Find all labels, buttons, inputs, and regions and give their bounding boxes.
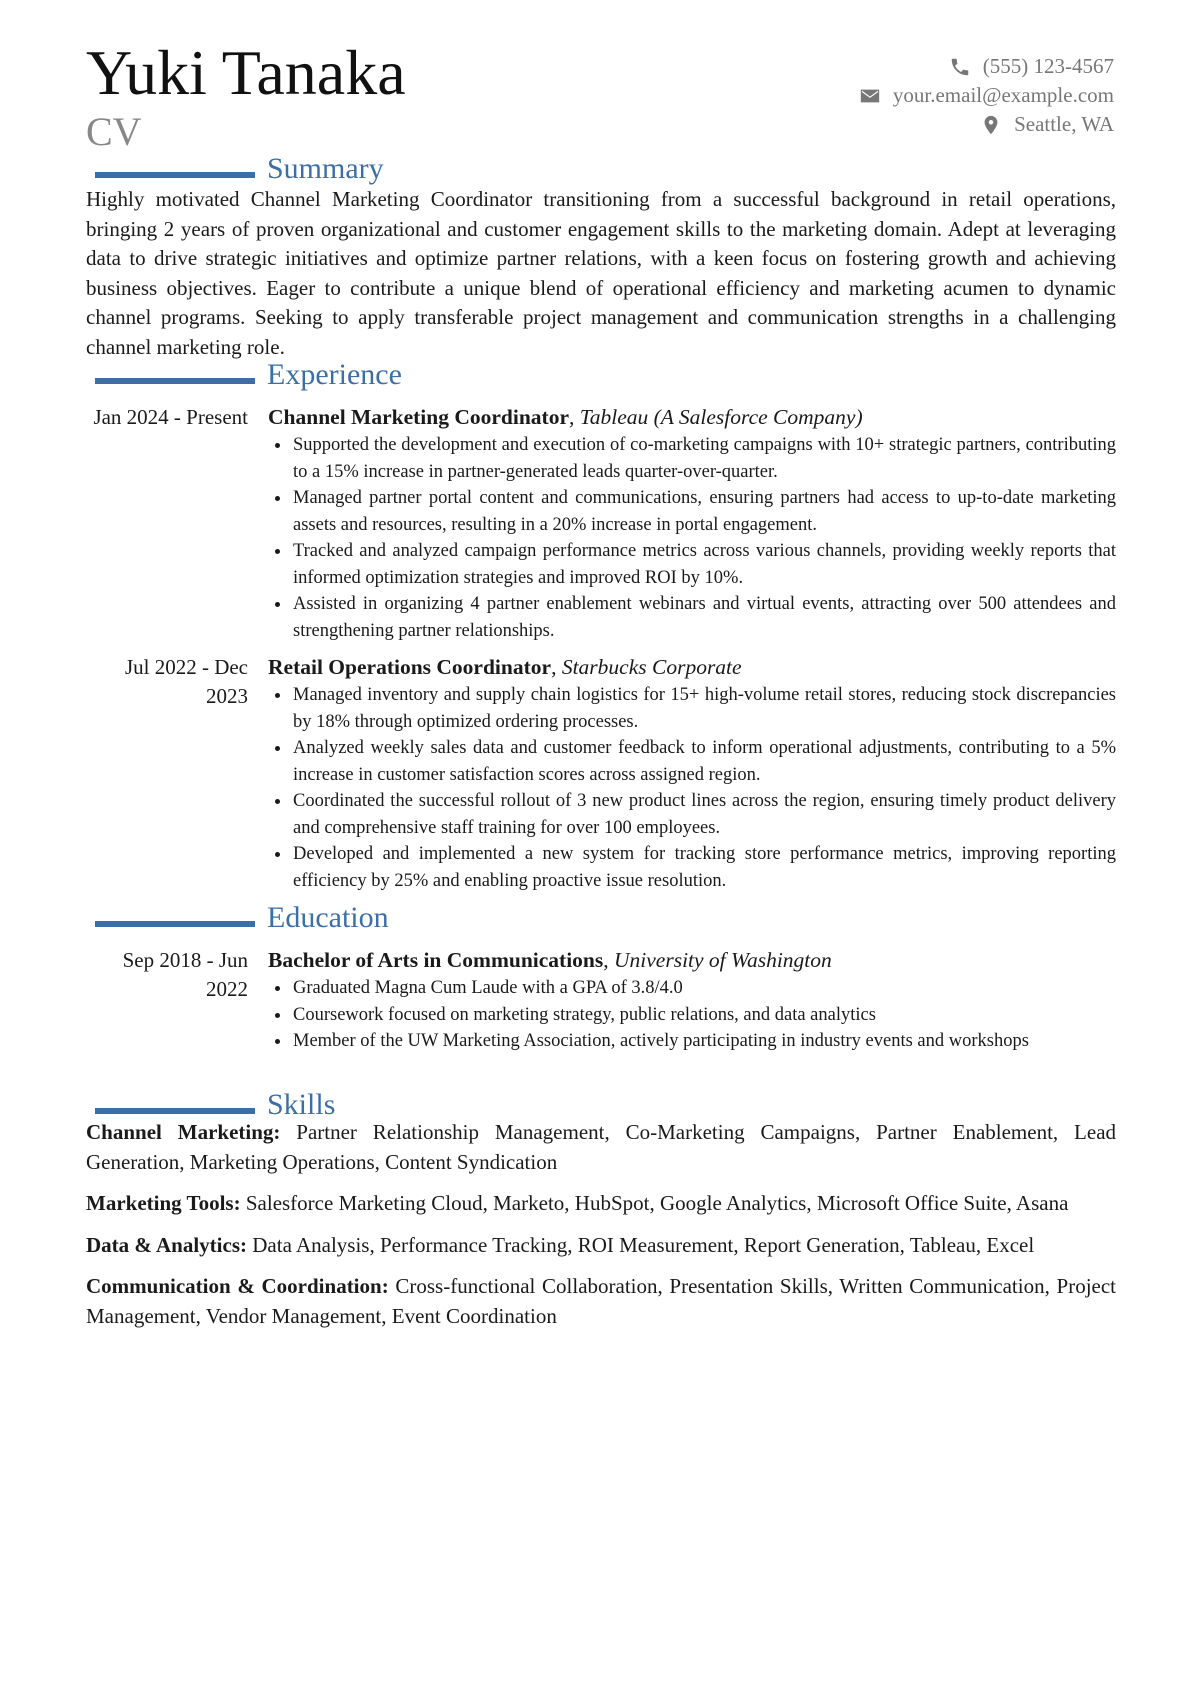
list-item: Coursework focused on marketing strategy, public relations, and data analytics (268, 1002, 1116, 1029)
bullet-list (268, 682, 1116, 894)
degree: Bachelor of Arts in Communications (268, 948, 604, 972)
summary-text: Highly motivated Channel Marketing Coordinator transitioning from a successful background in retail operations, bringing 2 years of proven organizational and customer engagement skills to the marketing domain. Adept at leveraging data to drive strategic initiatives and optimize partner relations, with a keen focus on fostering growth and achieving business objectives. Eager to contribute a unique blend of operational efficiency and marketing acumen to dynamic channel programs. Seeking to apply transferable project management and communication strengths in a challenging channel marketing role. (86, 187, 1116, 359)
list-item: Graduated Magna Cum Laude with a GPA of 3.8/4.0 (268, 975, 1116, 1002)
experience-section-header (95, 358, 1095, 400)
entry-dates: Jul 2022 - Dec 2023 (124, 655, 248, 708)
list-item: Tracked and analyzed campaign performance metrics across various channels, providing weekly reports that informed optimization strategies and improved ROI by 10%. (268, 538, 1116, 591)
contact-email (859, 81, 1114, 110)
section-accent-bar (95, 921, 255, 927)
job-title: Retail Operations Coordinator (268, 655, 552, 679)
employer: Starbucks Corporate (561, 655, 742, 679)
section-title: Education (267, 901, 389, 934)
list-item: Analyzed weekly sales data and customer feedback to inform operational adjustments, contributing to a 5% increase in customer satisfaction scores across assigned region. (268, 735, 1116, 788)
skill-row (86, 1231, 1116, 1261)
bullet-list (268, 432, 1116, 644)
skill-items: Cross-functional Collaboration, Presentation Skills, Written Communication, Project Management, Vendor Management, Event Coordination (86, 1274, 1116, 1328)
phone-icon (949, 56, 971, 78)
entry-heading: Bachelor of Arts in Communications, University of Washington (268, 948, 832, 972)
section-accent-bar (95, 172, 255, 178)
location-text: Seattle, WA (1014, 112, 1114, 136)
list-item: Assisted in organizing 4 partner enablement webinars and virtual events, attracting over 500 attendees and strengthening partner relationships. (268, 591, 1116, 644)
skill-items: Partner Relationship Management, Co-Marketing Campaigns, Partner Enablement, Lead Generation, Marketing Operations, Content Syndication (86, 1120, 1117, 1174)
list-item: Developed and implemented a new system for tracking store performance metrics, improving reporting efficiency by 25% and enabling proactive issue resolution. (268, 841, 1116, 894)
skill-items: Data Analysis, Performance Tracking, ROI Measurement, Report Generation, Tableau, Excel (252, 1232, 1035, 1257)
skill-items: Salesforce Marketing Cloud, Marketo, HubSpot, Google Analytics, Microsoft Office Suite, Asana (245, 1191, 1069, 1215)
list-item: Managed inventory and supply chain logistics for 15+ high-volume retail stores, reducing stock discrepancies by 18% through optimized ordering processes. (268, 682, 1116, 735)
skill-row (86, 1118, 1116, 1177)
section-title: Experience (267, 358, 402, 391)
section-accent-bar (95, 378, 255, 384)
email-text[interactable]: your.email@example.com (892, 83, 1114, 107)
section-title: Summary (267, 152, 384, 185)
section-accent-bar (95, 1108, 255, 1114)
envelope-icon (859, 85, 881, 107)
entry-heading: Channel Marketing Coordinator, Tableau (A Salesforce Company) (268, 405, 863, 429)
skill-category: Channel Marketing: (86, 1120, 281, 1144)
skill-category: Data & Analytics: (86, 1232, 247, 1257)
bullet-list (268, 975, 1116, 1055)
skill-row (86, 1189, 1116, 1219)
entry-heading: Retail Operations Coordinator, Starbucks Corporate (268, 655, 742, 679)
contact-block (859, 52, 1114, 139)
school: University of Washington (614, 948, 832, 972)
employer: Tableau (A Salesforce Company) (579, 405, 863, 429)
entry-dates: Sep 2018 - Jun 2022 (122, 948, 248, 1001)
map-pin-icon (980, 114, 1002, 136)
skill-category: Communication & Coordination: (86, 1274, 389, 1298)
education-section-header (95, 901, 1095, 943)
list-item: Member of the UW Marketing Association, actively participating in industry events and workshops (268, 1028, 1116, 1055)
skill-category: Marketing Tools: (86, 1191, 241, 1215)
list-item: Managed partner portal content and communications, ensuring partners had access to up-to-date marketing assets and resources, resulting in a 20% increase in portal engagement. (268, 485, 1116, 538)
contact-location (859, 110, 1114, 139)
section-title: Skills (267, 1088, 336, 1121)
job-title: Channel Marketing Coordinator (268, 405, 569, 429)
entry-dates: Jan 2024 - Present (93, 405, 248, 429)
phone-text[interactable]: (555) 123-4567 (982, 54, 1114, 78)
list-item: Coordinated the successful rollout of 3 new product lines across the region, ensuring timely product delivery and comprehensive staff training for over 100 employees. (268, 788, 1116, 841)
document-subtitle: CV (86, 109, 142, 154)
contact-phone (859, 52, 1114, 81)
skill-row (86, 1272, 1116, 1331)
candidate-name: Yuki Tanaka (86, 37, 406, 108)
list-item: Supported the development and execution of co-marketing campaigns with 10+ strategic partners, contributing to a 15% increase in partner-generated leads quarter-over-quarter. (268, 432, 1116, 485)
skills-list (86, 1118, 1116, 1343)
